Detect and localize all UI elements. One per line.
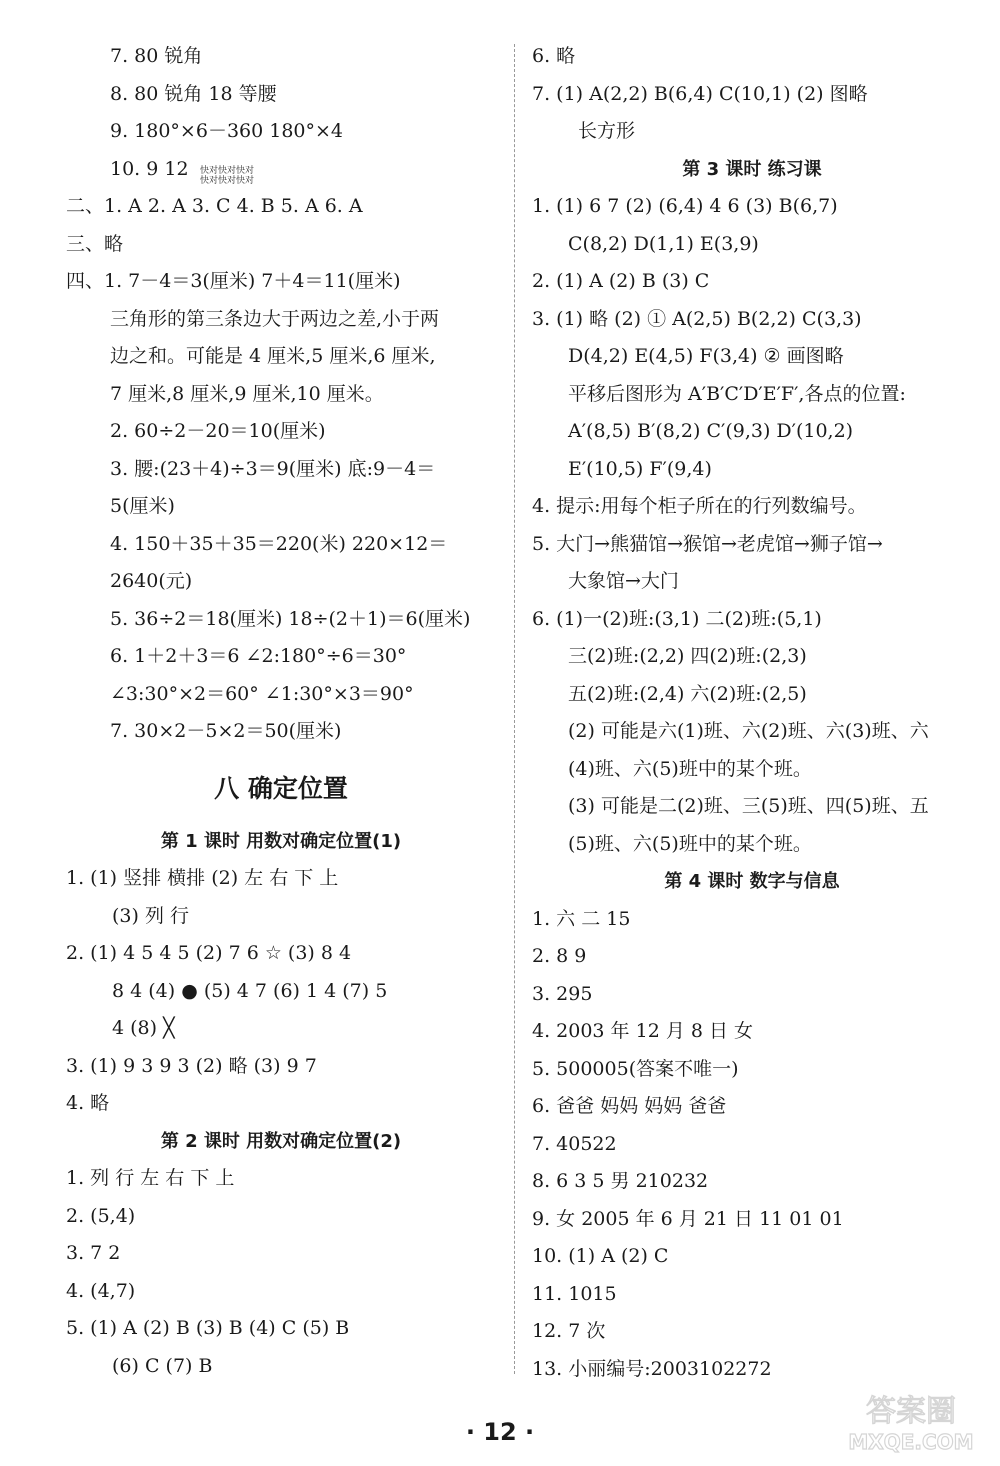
- answer-line: 5. 大门→熊猫馆→猴馆→老虎馆→狮子馆→: [532, 532, 883, 555]
- answer-line: 1. (1) 竖排 横排 (2) 左 右 下 上: [66, 867, 339, 889]
- watermark-text: 答案圈: [866, 1394, 956, 1429]
- answer-line: 4. 提示:用每个柜子所在的行列数编号。: [532, 495, 867, 517]
- answer-line: (2) 可能是六(1)班、六(2)班、六(3)班、六: [568, 720, 929, 742]
- answer-line: A′(8,5) B′(8,2) C′(9,3) D′(10,2): [568, 420, 854, 442]
- answer-line: 13. 小丽编号:2003102272: [532, 1357, 772, 1380]
- answer-line: (4)班、六(5)班中的某个班。: [568, 757, 812, 780]
- answer-line: 2. 60÷2－20＝10(厘米): [110, 420, 326, 442]
- scribble-line: 快对快对快对: [200, 176, 255, 186]
- answer-line: (3) 可能是二(2)班、三(5)班、四(5)班、五: [568, 795, 929, 817]
- answer-line: 四、1. 7－4＝3(厘米) 7＋4＝11(厘米): [66, 270, 401, 292]
- answer-line: D(4,2) E(4,5) F(3,4) ② 画图略: [568, 345, 844, 367]
- lesson-title: 第 3 课时 练习课: [682, 158, 822, 180]
- answer-line: 1. (1) 6 7 (2) (6,4) 4 6 (3) B(6,7): [532, 195, 838, 217]
- answer-line: C(8,2) D(1,1) E(3,9): [568, 232, 759, 255]
- answer-line: 4. 150＋35＋35＝220(米) 220×12＝: [110, 532, 448, 555]
- answer-line: 8 4 (4) ● (5) 4 7 (6) 1 4 (7) 5: [112, 979, 388, 1002]
- answer-line: 6. (1)一(2)班:(3,1) 二(2)班:(5,1): [532, 607, 822, 630]
- answer-line: 3. 7 2: [66, 1242, 121, 1264]
- answer-line: 8. 80 锐角 18 等腰: [110, 82, 277, 105]
- answer-line: 6. 略: [532, 45, 576, 67]
- answer-line: 6. 1＋2＋3＝6 ∠2:180°÷6＝30°: [110, 645, 407, 667]
- handwritten-scribble: [200, 166, 254, 186]
- answer-line: 5. (1) A (2) B (3) B (4) C (5) B: [66, 1317, 350, 1339]
- answer-line: 9. 180°×6－360 180°×4: [110, 120, 344, 142]
- lesson-title: 第 2 课时 用数对确定位置(2): [160, 1130, 402, 1152]
- page-number: · 12 ·: [465, 1418, 535, 1446]
- answer-line: 9. 女 2005 年 6 月 21 日 11 01 01: [532, 1207, 844, 1230]
- left-column: [66, 38, 496, 1385]
- answer-line: 6. 爸爸 妈妈 妈妈 爸爸: [532, 1095, 727, 1117]
- watermark-url: MXQE.COM: [848, 1430, 974, 1454]
- answer-line: 长方形: [578, 120, 636, 142]
- answer-line: 12. 7 次: [532, 1320, 606, 1342]
- answer-line: 5. 36÷2＝18(厘米) 18÷(2＋1)＝6(厘米): [110, 607, 471, 630]
- answer-line: 3. 295: [532, 982, 593, 1005]
- answer-line: (6) C (7) B: [112, 1354, 213, 1377]
- answer-line: 2640(元): [110, 570, 193, 592]
- answer-line: 三角形的第三条边大于两边之差,小于两: [110, 307, 440, 330]
- answer-line: 2. 8 9: [532, 945, 587, 967]
- answer-line: 5. 500005(答案不唯一): [532, 1057, 739, 1080]
- answer-line: 3. (1) 9 3 9 3 (2) 略 (3) 9 7: [66, 1054, 317, 1077]
- answer-line: 4. 略: [66, 1092, 110, 1114]
- answer-line: 7. (1) A(2,2) B(6,4) C(10,1) (2) 图略: [532, 82, 868, 105]
- watermark-logo: [836, 1383, 986, 1458]
- answer-line: 4. 2003 年 12 月 8 日 女: [532, 1020, 754, 1042]
- answer-line: 3. (1) 略 (2) ① A(2,5) B(2,2) C(3,3): [532, 307, 862, 330]
- section-title: 八 确定位置: [214, 773, 348, 803]
- lesson-title: 第 1 课时 用数对确定位置(1): [160, 830, 402, 852]
- right-column: [532, 38, 972, 1388]
- lesson-title: 第 4 课时 数字与信息: [664, 871, 840, 892]
- answer-line: 三(2)班:(2,2) 四(2)班:(2,3): [568, 645, 807, 667]
- answer-line: 五(2)班:(2,4) 六(2)班:(2,5): [568, 682, 807, 705]
- answer-line: 7 厘米,8 厘米,9 厘米,10 厘米。: [110, 382, 384, 405]
- part-3-answers: 三、略: [66, 232, 124, 255]
- answer-line: 8. 6 3 5 男 210232: [532, 1170, 709, 1192]
- answer-line: 4 (8) ╳: [112, 1017, 175, 1039]
- answer-line: 11. 1015: [532, 1282, 617, 1305]
- answer-line: (3) 列 行: [112, 904, 189, 927]
- answer-line: 7. 40522: [532, 1132, 617, 1155]
- answer-line: 边之和。可能是 4 厘米,5 厘米,6 厘米,: [110, 345, 436, 367]
- answer-line: ∠3:30°×2＝60° ∠1:30°×3＝90°: [110, 682, 414, 705]
- scribble-line: 快对快对快对: [200, 166, 255, 176]
- answer-line: 平移后图形为 A′B′C′D′E′F′,各点的位置:: [568, 382, 906, 405]
- answer-line: 2. (1) 4 5 4 5 (2) 7 6 ☆ (3) 8 4: [66, 942, 352, 964]
- answer-line: 7. 80 锐角: [110, 45, 203, 67]
- answer-line: 10. (1) A (2) C: [532, 1245, 669, 1267]
- answer-line: 5(厘米): [110, 495, 175, 517]
- answer-line: (5)班、六(5)班中的某个班。: [568, 832, 812, 855]
- answer-line: 大象馆→大门: [568, 570, 679, 592]
- answer-line: 10. 9 12: [110, 157, 189, 180]
- answer-line: 1. 六 二 15: [532, 907, 631, 930]
- answer-line: 2. (1) A (2) B (3) C: [532, 270, 710, 292]
- answer-line: 7. 30×2－5×2＝50(厘米): [110, 720, 342, 742]
- answer-line: 3. 腰:(23＋4)÷3＝9(厘米) 底:9－4＝: [110, 457, 436, 480]
- column-divider: [514, 44, 515, 1374]
- part-2-answers: 二、1. A 2. A 3. C 4. B 5. A 6. A: [66, 195, 363, 217]
- answer-line: 2. (5,4): [66, 1204, 136, 1227]
- answer-line: E′(10,5) F′(9,4): [568, 457, 712, 480]
- answer-line: 4. (4,7): [66, 1279, 136, 1302]
- answer-line: 1. 列 行 左 右 下 上: [66, 1167, 235, 1189]
